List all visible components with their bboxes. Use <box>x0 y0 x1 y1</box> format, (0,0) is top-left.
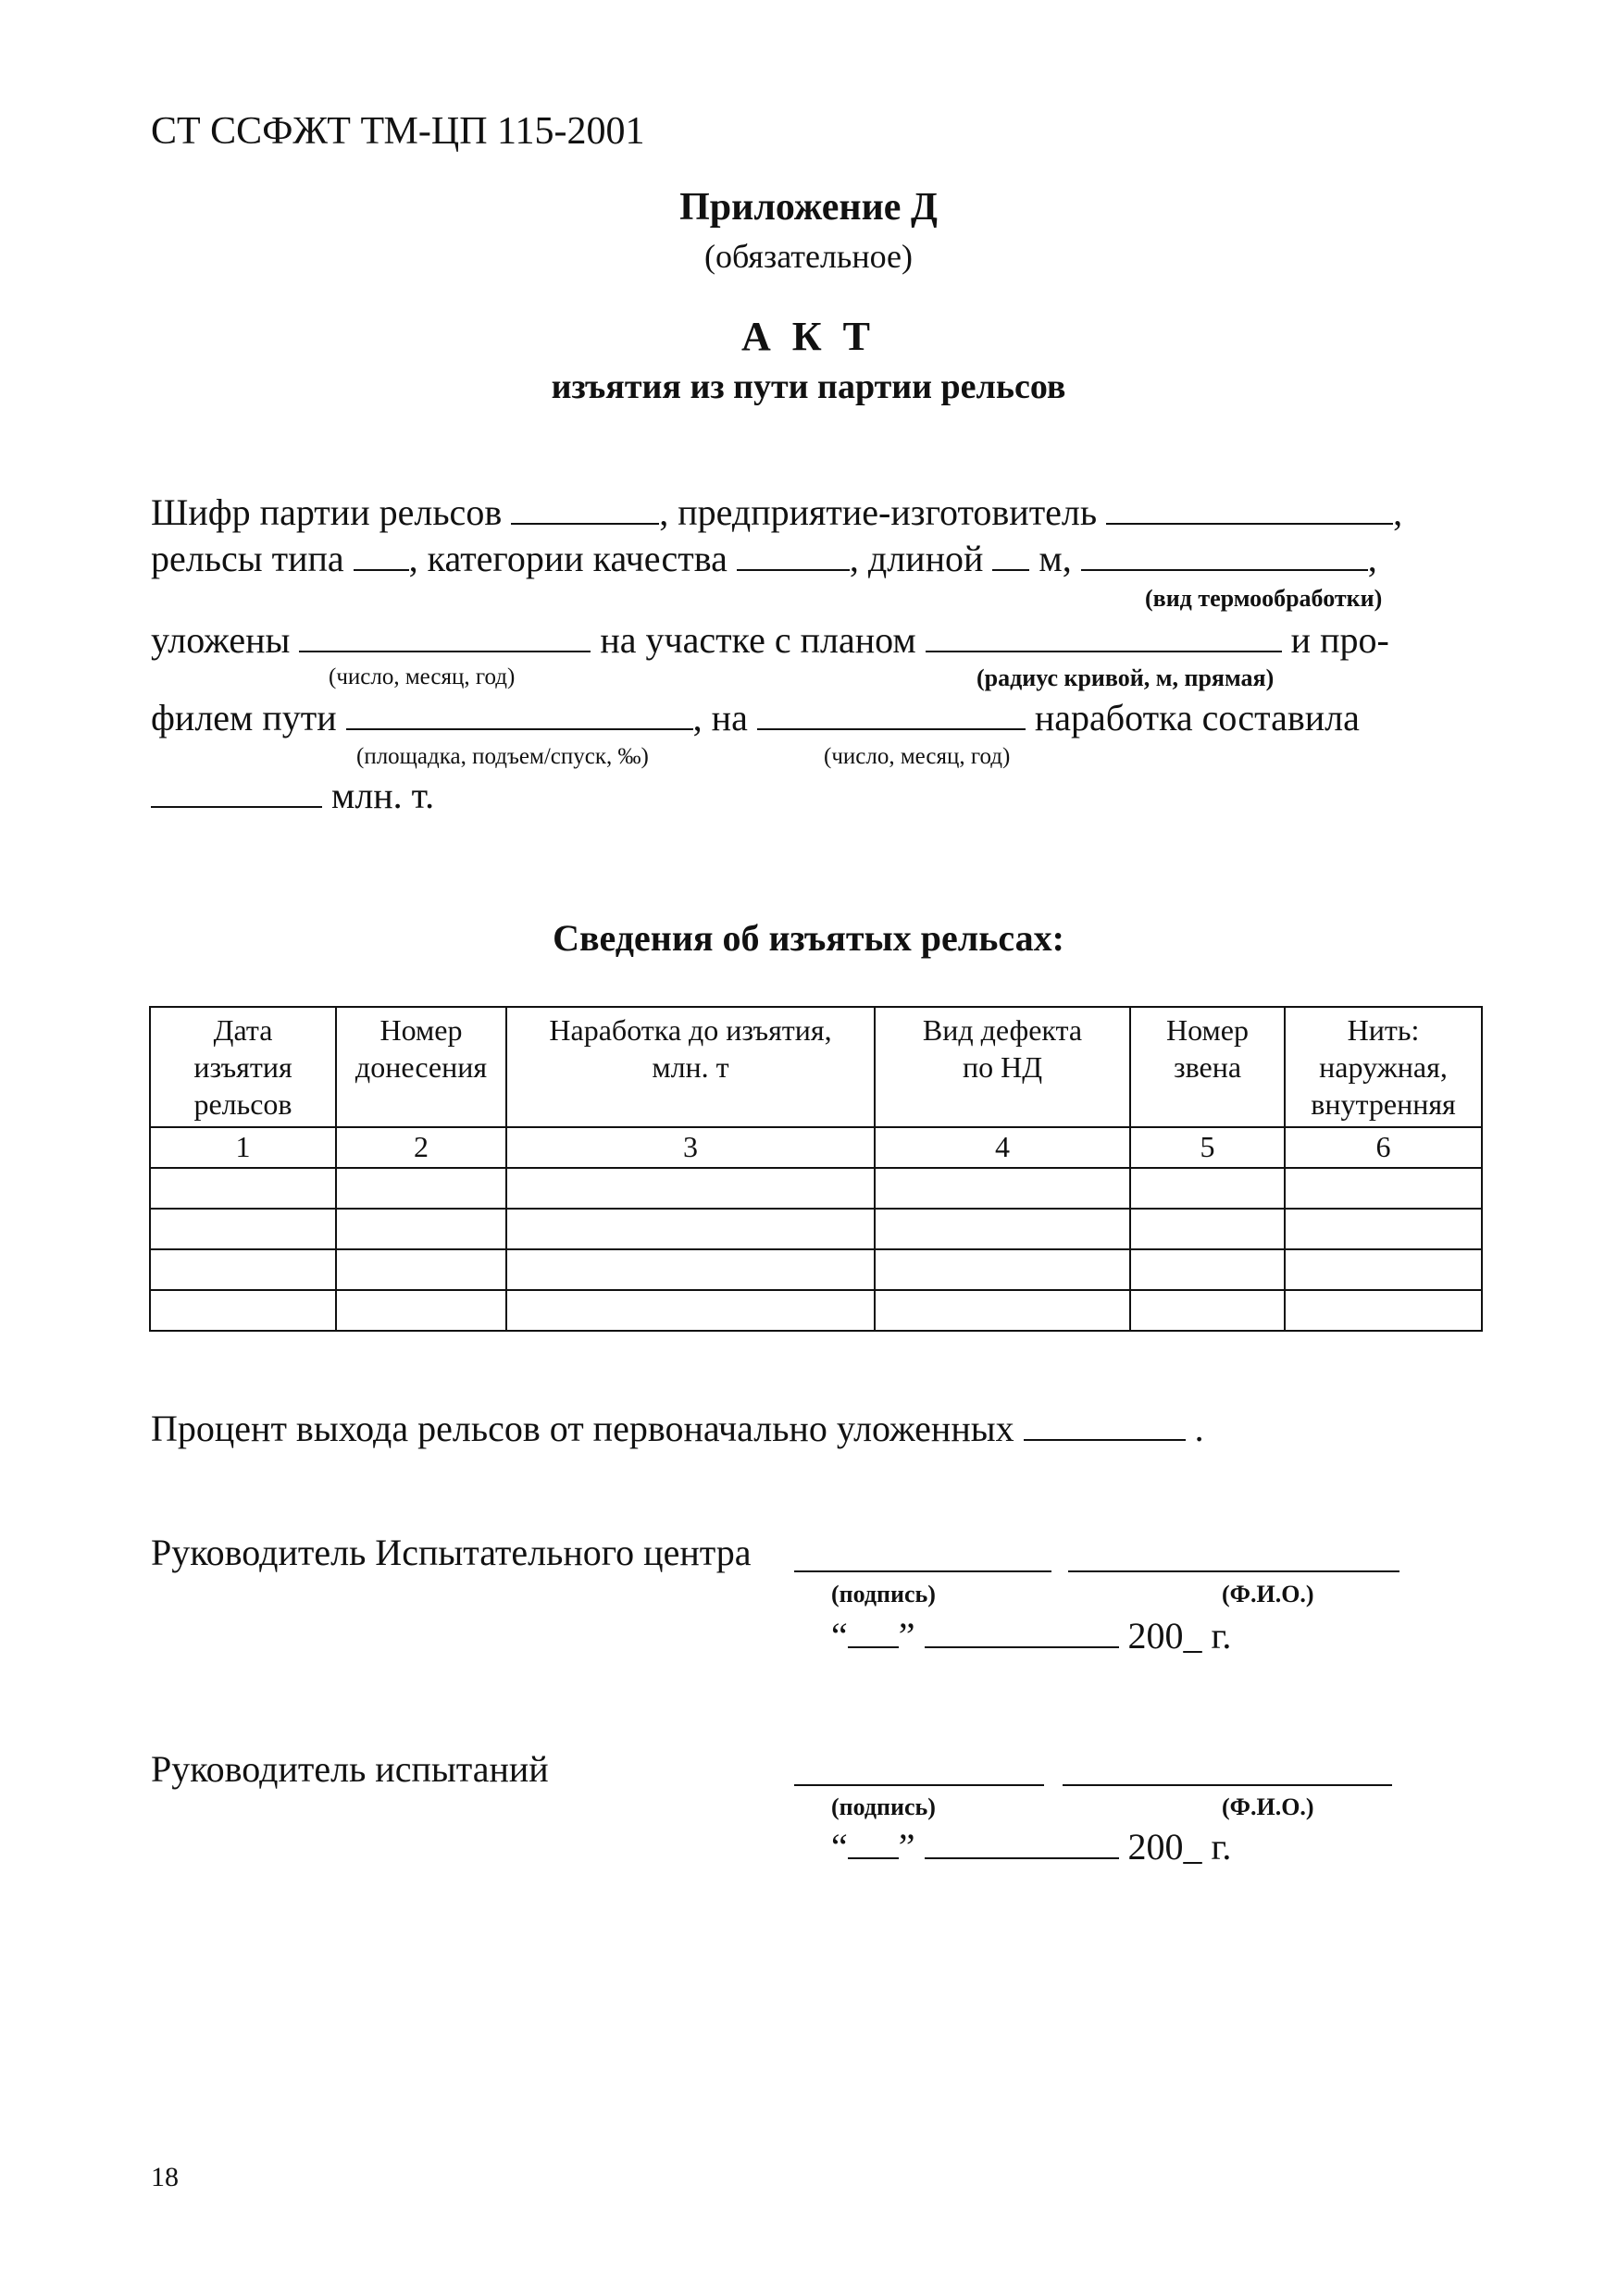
header-line: Номер <box>379 1013 463 1047</box>
percent-line <box>151 1407 1204 1450</box>
label-head-test-center: Руководитель Испытательного центра <box>151 1532 752 1573</box>
hint-on-date: (число, месяц, год) <box>824 744 1011 769</box>
label-rail-batch-code: Шифр партии рельсов <box>151 491 503 533</box>
table-cell[interactable] <box>1130 1249 1285 1290</box>
table-cell[interactable] <box>150 1290 336 1331</box>
field-length[interactable] <box>992 541 1029 571</box>
header-line: наружная, <box>1319 1050 1448 1084</box>
hint-fio: (Ф.И.О.) <box>1222 1793 1314 1820</box>
table-cell[interactable] <box>1285 1209 1482 1249</box>
field-day-head-center[interactable] <box>848 1620 899 1648</box>
table-cell[interactable] <box>1130 1209 1285 1249</box>
col-header-removal-date <box>150 1007 336 1127</box>
column-number: 1 <box>150 1127 336 1168</box>
field-laid-date[interactable] <box>299 623 591 652</box>
form-line-2 <box>151 537 1377 580</box>
col-header-rail-thread <box>1285 1007 1482 1127</box>
col-header-operating-time <box>506 1007 875 1127</box>
field-signature-head-tests[interactable] <box>794 1784 1044 1786</box>
table-cell[interactable] <box>1285 1168 1482 1209</box>
form-line-3 <box>151 618 1389 662</box>
table-header-row <box>150 1007 1482 1127</box>
date-line-head-center <box>831 1614 1231 1657</box>
table-row <box>150 1290 1482 1331</box>
table-cell[interactable] <box>336 1290 506 1331</box>
act-subtitle: изъятия из пути партии рельсов <box>551 367 1066 406</box>
quote-open: “ <box>831 1615 848 1657</box>
table-cell[interactable] <box>1130 1290 1285 1331</box>
header-line: изъятия <box>193 1050 292 1084</box>
line1-comma: , <box>1393 491 1403 533</box>
label-head-of-tests: Руководитель испытаний <box>151 1748 549 1790</box>
header-line: Дата <box>213 1013 273 1047</box>
column-number: 2 <box>336 1127 506 1168</box>
table-number-row <box>150 1127 1482 1168</box>
form-line-5 <box>151 774 434 817</box>
hint-track-profile: (площадка, подъем/спуск, ‰) <box>356 744 649 769</box>
table-cell[interactable] <box>150 1168 336 1209</box>
column-number: 4 <box>875 1127 1130 1168</box>
field-track-profile[interactable] <box>346 701 693 730</box>
section-title-removed-rails: Сведения об изъятых рельсах: <box>553 917 1064 959</box>
table-row <box>150 1249 1482 1290</box>
table-cell[interactable] <box>506 1168 875 1209</box>
header-line: Вид дефекта <box>922 1013 1083 1047</box>
year-suffix: 200_ г. <box>1127 1826 1232 1868</box>
header-line: по НД <box>962 1050 1043 1084</box>
table-cell[interactable] <box>506 1290 875 1331</box>
table-cell[interactable] <box>506 1249 875 1290</box>
quote-close: ” <box>898 1826 915 1868</box>
field-manufacturer[interactable] <box>1106 495 1393 525</box>
table-cell[interactable] <box>150 1249 336 1290</box>
removed-rails-table <box>149 1006 1483 1332</box>
header-line: донесения <box>354 1050 488 1084</box>
hint-heat-treatment: (вид термообработки) <box>1145 585 1383 612</box>
field-day-head-tests[interactable] <box>848 1831 899 1859</box>
field-signature-head-center[interactable] <box>794 1570 1051 1572</box>
document-code: СТ ССФЖТ ТМ-ЦП 115-2001 <box>151 110 645 153</box>
col-header-link-number <box>1130 1007 1285 1127</box>
header-line: Номер <box>1166 1013 1249 1047</box>
field-rail-batch-code[interactable] <box>511 495 659 525</box>
hint-signature: (подпись) <box>831 1793 936 1820</box>
table-row <box>150 1209 1482 1249</box>
year-suffix: 200_ г. <box>1127 1615 1232 1657</box>
column-number: 3 <box>506 1127 875 1168</box>
table-cell[interactable] <box>1285 1290 1482 1331</box>
quote-open: “ <box>831 1826 848 1868</box>
table-cell[interactable] <box>150 1209 336 1249</box>
table-row <box>150 1168 1482 1209</box>
field-month-head-center[interactable] <box>925 1620 1119 1648</box>
label-manufacturer: , предприятие-изготовитель <box>659 491 1098 533</box>
table-cell[interactable] <box>875 1249 1130 1290</box>
label-track-profile: филем пути <box>151 697 337 738</box>
hint-curve-radius: (радиус кривой, м, прямая) <box>976 664 1275 691</box>
field-quality-category[interactable] <box>737 541 850 571</box>
label-laid: уложены <box>151 619 291 661</box>
label-length: , длиной <box>849 538 984 579</box>
field-percent-output[interactable] <box>1024 1411 1186 1441</box>
label-length-unit: м, <box>1039 538 1072 579</box>
field-fio-head-tests[interactable] <box>1063 1784 1392 1786</box>
column-number: 6 <box>1285 1127 1482 1168</box>
field-month-head-tests[interactable] <box>925 1831 1119 1859</box>
table-cell[interactable] <box>1285 1249 1482 1290</box>
field-rail-type[interactable] <box>354 541 409 571</box>
table-cell[interactable] <box>875 1209 1130 1249</box>
date-line-head-tests <box>831 1825 1231 1868</box>
act-title: А К Т <box>740 314 877 359</box>
label-million-tons: млн. т. <box>331 775 435 816</box>
table-cell[interactable] <box>875 1290 1130 1331</box>
field-fio-head-center[interactable] <box>1068 1570 1399 1572</box>
form-line-1 <box>151 490 1402 534</box>
hint-signature: (подпись) <box>831 1581 936 1607</box>
header-line: звена <box>1173 1050 1242 1084</box>
label-quality-category: , категории качества <box>408 538 728 579</box>
hint-fio: (Ф.И.О.) <box>1222 1581 1314 1607</box>
header-line: рельсов <box>193 1087 292 1121</box>
field-on-date[interactable] <box>757 701 1026 730</box>
header-line: внутренняя <box>1311 1087 1456 1121</box>
field-operating-time[interactable] <box>151 778 322 808</box>
table-cell[interactable] <box>336 1209 506 1249</box>
hint-laid-date: (число, месяц, год) <box>329 664 516 689</box>
table-cell[interactable] <box>336 1168 506 1209</box>
appendix-status: (обязательное) <box>704 238 913 275</box>
percent-period: . <box>1194 1408 1204 1449</box>
column-number: 5 <box>1130 1127 1285 1168</box>
label-plan-section: на участке с планом <box>600 619 916 661</box>
label-operating-time: наработка составила <box>1034 697 1360 738</box>
header-line: Нить: <box>1347 1013 1420 1047</box>
line2-comma: , <box>1367 538 1377 579</box>
header-line: млн. т <box>652 1050 729 1084</box>
field-heat-treatment[interactable] <box>1081 541 1368 571</box>
col-header-defect-type <box>875 1007 1130 1127</box>
table-cell[interactable] <box>336 1249 506 1290</box>
page-number: 18 <box>151 2162 179 2192</box>
form-line-4 <box>151 696 1360 739</box>
header-line: Наработка до изъятия, <box>549 1013 832 1047</box>
label-on-date: , на <box>692 697 748 738</box>
table-cell[interactable] <box>1130 1168 1285 1209</box>
field-plan-radius[interactable] <box>926 623 1282 652</box>
label-rail-type: рельсы типа <box>151 538 344 579</box>
table-cell[interactable] <box>875 1168 1130 1209</box>
table-cell[interactable] <box>506 1209 875 1249</box>
appendix-title: Приложение Д <box>679 186 938 229</box>
label-percent-output: Процент выхода рельсов от первоначально уложенных <box>151 1408 1014 1449</box>
label-profile-prefix: и про- <box>1290 619 1389 661</box>
col-header-report-number <box>336 1007 506 1127</box>
quote-close: ” <box>898 1615 915 1657</box>
